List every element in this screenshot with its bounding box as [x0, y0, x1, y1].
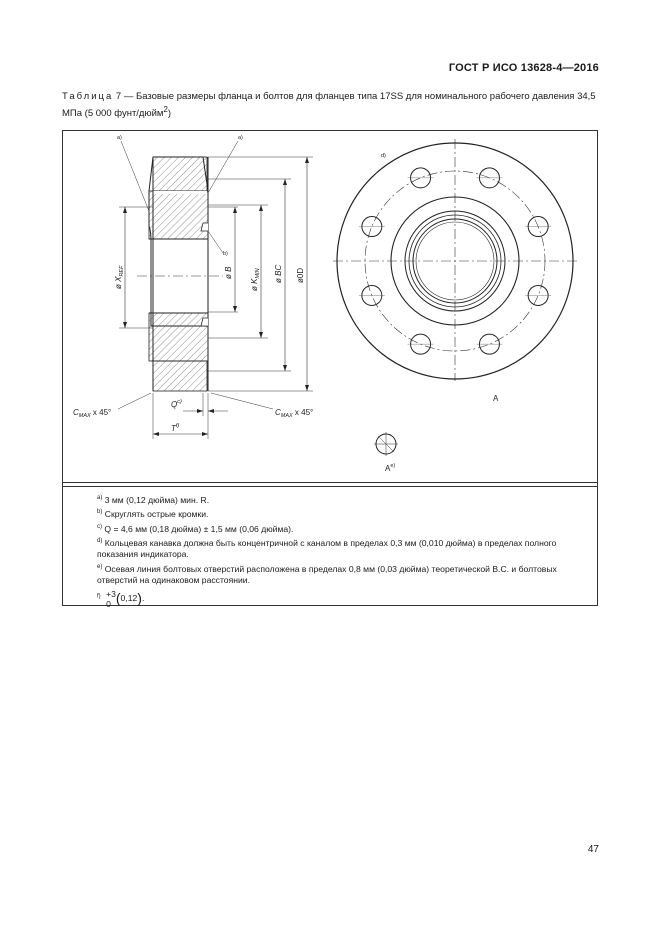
table-divider	[63, 482, 597, 487]
note-d: $^{d)}$ Кольцевая канавка должна быть концентричной с каналом в пределах 0,3 мм (0,010 дюйма) в пределах полного показания индикатора.	[97, 537, 557, 560]
dim-bc: ø BC	[274, 264, 283, 283]
chamfer-left: $C_{MAX}$ x 45°	[73, 408, 112, 419]
dim-b: ø B	[224, 266, 233, 279]
note-b: $^{b)}$ Скруглять острые кромки.	[97, 509, 209, 520]
note-f: $^{f)}$ +3 0 (0,12).	[97, 588, 145, 609]
table-frame	[62, 130, 598, 609]
note-c: $^{c)}$ Q = 4,6 мм (0,18 дюйма) ± 1,5 мм (0,06 дюйма).	[97, 523, 294, 534]
label-b: b)	[223, 251, 228, 257]
note-f-value: 0,12	[120, 593, 138, 604]
dim-k-min: ø $K_{MIN}$	[250, 268, 261, 291]
detail-a	[374, 432, 398, 456]
flange-drawing	[63, 131, 597, 481]
caption-text: — Базовые размеры фланца и болтов для фланцев типа 17SS для номинального рабочего давления 34,5 МПа (5 000 фунт/дюйм	[62, 91, 596, 120]
dim-t: $T^{f)}$	[171, 423, 180, 433]
view-a-label: A	[493, 394, 499, 403]
caption-tail: )	[167, 108, 172, 120]
document-header: ГОСТ Р ИСО 13628-4—2016	[448, 62, 599, 74]
note-a: $^{a)}$ 3 мм (0,12 дюйма) мин. R.	[97, 494, 210, 505]
label-d: d)	[381, 153, 386, 159]
detail-a-label: $A^{e)}$	[385, 463, 396, 473]
dim-x-ref: ø $X_{REF}$	[114, 265, 125, 289]
dim-od: ø0D	[296, 267, 305, 283]
note-e: $^{e)}$ Осевая линия болтовых отверстий расположена в пределах 0,8 мм (0,03 дюйма) теоретической В.С. и болтовых отверстий на одинаковом расстоянии.	[97, 563, 557, 586]
dim-q: $Q^{c)}$	[171, 399, 182, 409]
note-f-upper: +3	[106, 588, 116, 599]
label-a-left: a)	[117, 135, 122, 141]
flange-section	[118, 141, 313, 439]
label-a-right: a)	[238, 135, 243, 141]
flange-front-view	[333, 139, 577, 381]
caption-number: 7	[113, 91, 122, 102]
chamfer-right: $C_{MAX}$ x 45°	[275, 408, 314, 419]
page-number: 47	[587, 844, 599, 855]
table-caption	[62, 90, 602, 120]
caption-sup: 2	[163, 105, 168, 114]
note-f-lower: 0	[106, 598, 111, 609]
caption-prefix: Таблица	[62, 91, 114, 102]
table-notes	[97, 493, 591, 610]
